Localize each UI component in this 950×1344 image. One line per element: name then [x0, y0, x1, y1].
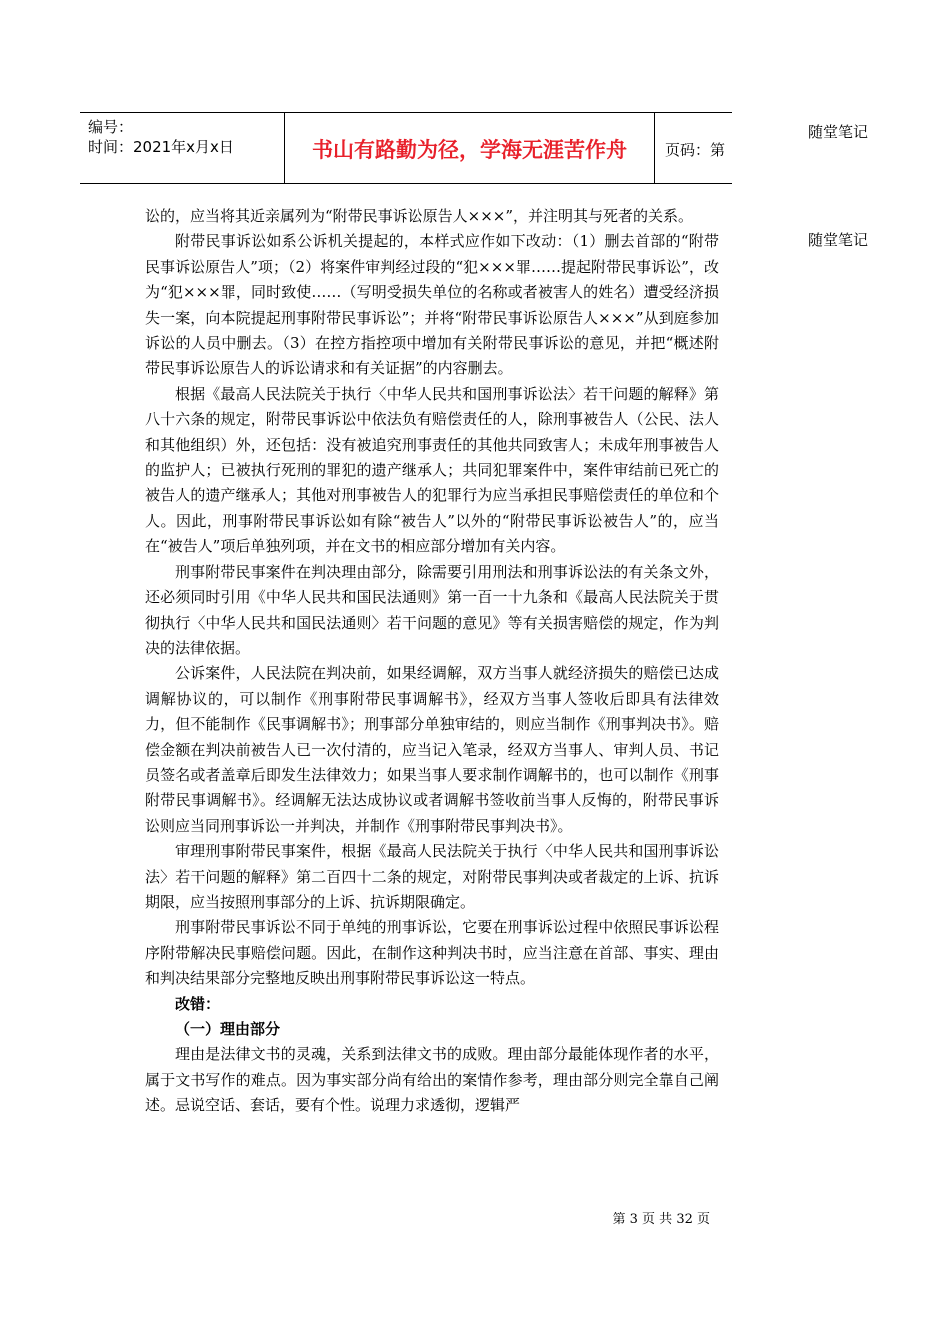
- body-paragraph: 刑事附带民事诉讼不同于单纯的刑事诉讼，它要在刑事诉讼过程中依照民事诉讼程序附带解决民事赔偿问题。因此，在制作这种判决书时，应当注意在首部、事实、理由和判决结果部分完整地反映出刑事附带民事诉讼这一特点。: [145, 918, 719, 988]
- body-paragraph: 审理刑事附带民事案件，根据《最高人民法院关于执行〈中华人民共和国刑事诉讼法〉若干问题的解释》第二百四十二条的规定，对附带民事判决或者裁定的上诉、抗诉期限，应当按照刑事部分的上诉、抗诉期限确定。: [145, 842, 719, 911]
- document-time-label: 时间：2021年x月x日: [88, 138, 234, 156]
- body-paragraph: 理由是法律文书的灵魂，关系到法律文书的成败。理由部分最能体现作者的水平，属于文书写作的难点。因为事实部分尚有给出的案情作参考，理由部分则完全靠自己阐述。忌说空话、套话，要有个性。说理力求透彻，逻辑严: [145, 1045, 719, 1115]
- document-body: [145, 204, 719, 1119]
- subsection-heading-reasoning: （一）理由部分: [175, 1020, 281, 1038]
- body-paragraph: 根据《最高人民法院关于执行〈中华人民共和国刑事诉讼法〉若干问题的解释》第八十六条的规定，附带民事诉讼中依法负有赔偿责任的人，除刑事被告人（公民、法人和其他组织）外，还包括：没有被追究刑事责任的其他共同致害人；未成年刑事被告人的监护人；已被执行死刑的罪犯的遗产继承人；共同犯罪案件中，案件审结前已死亡的被告人的遗产继承人；其他对刑事被告人的犯罪行为应当承担民事赔偿责任的单位和个人。因此，刑事附带民事诉讼如有除“被告人”以外的“附带民事诉讼被告人”的，应当在“被告人”项后单独列项，并在文书的相应部分增加有关内容。: [145, 384, 719, 556]
- side-note-notes: 随堂笔记: [808, 123, 869, 141]
- header-info: [88, 117, 284, 157]
- header-divider: [654, 113, 655, 183]
- body-paragraph: 刑事附带民事案件在判决理由部分，除需要引用刑法和刑事诉讼法的有关条文外，还必须同时引用《中华人民共和国民法通则》第一百一十九条和《最高人民法院关于贯彻执行〈中华人民共和国民法通则〉若干问题的意见》等有关损害赔偿的规定，作为判决的法律依据。: [145, 562, 719, 657]
- header-page-label: 页码：第: [665, 141, 726, 159]
- side-note-notes: 随堂笔记: [808, 231, 869, 249]
- body-paragraph: 公诉案件，人民法院在判决前，如果经调解，双方当事人就经济损失的赔偿已达成调解协议的，可以制作《刑事附带民事调解书》，经双方当事人签收后即具有法律效力，但不能制作《民事调解书》；刑事部分单独审结的，则应当制作《刑事判决书》。赔偿金额在判决前被告人已一次付清的，应当记入笔录，经双方当事人、审判人员、书记员签名或者盖章后即发生法律效力；如果当事人要求制作调解书的，也可以制作《刑事附带民事调解书》。经调解无法达成协议或者调解书签收前当事人反悔的，附带民事诉讼则应当同刑事诉讼一并判决，并制作《刑事附带民事判决书》。: [145, 664, 719, 835]
- header-table: [80, 112, 732, 184]
- body-paragraph: 附带民事诉讼如系公诉机关提起的，本样式应作如下改动：（1）删去首部的“附带民事诉讼原告人”项；（2）将案件审判经过段的“犯×××罪……提起附带民事诉讼”，改为“犯×××罪，同时致使……（写明受损失单位的名称或者被害人的姓名）遭受经济损失一案，向本院提起刑事附带民事诉讼”；并将“附带民事诉讼原告人×××”从到庭参加诉讼的人员中删去。（3）在控方指控项中增加有关附带民事诉讼的意见，并把“概述附带民事诉讼原告人的诉讼请求和有关证据”的内容删去。: [145, 232, 719, 378]
- body-paragraph: 讼的，应当将其近亲属列为“附带民事诉讼原告人×××”，并注明其与死者的关系。: [145, 207, 694, 225]
- header-motto: 书山有路勤为径，学海无涯苦作舟: [312, 138, 627, 162]
- page-footer: 第 3 页 共 32 页: [612, 1212, 710, 1227]
- document-number-label: 编号：: [88, 118, 134, 136]
- section-heading-correction: 改错：: [175, 994, 221, 1013]
